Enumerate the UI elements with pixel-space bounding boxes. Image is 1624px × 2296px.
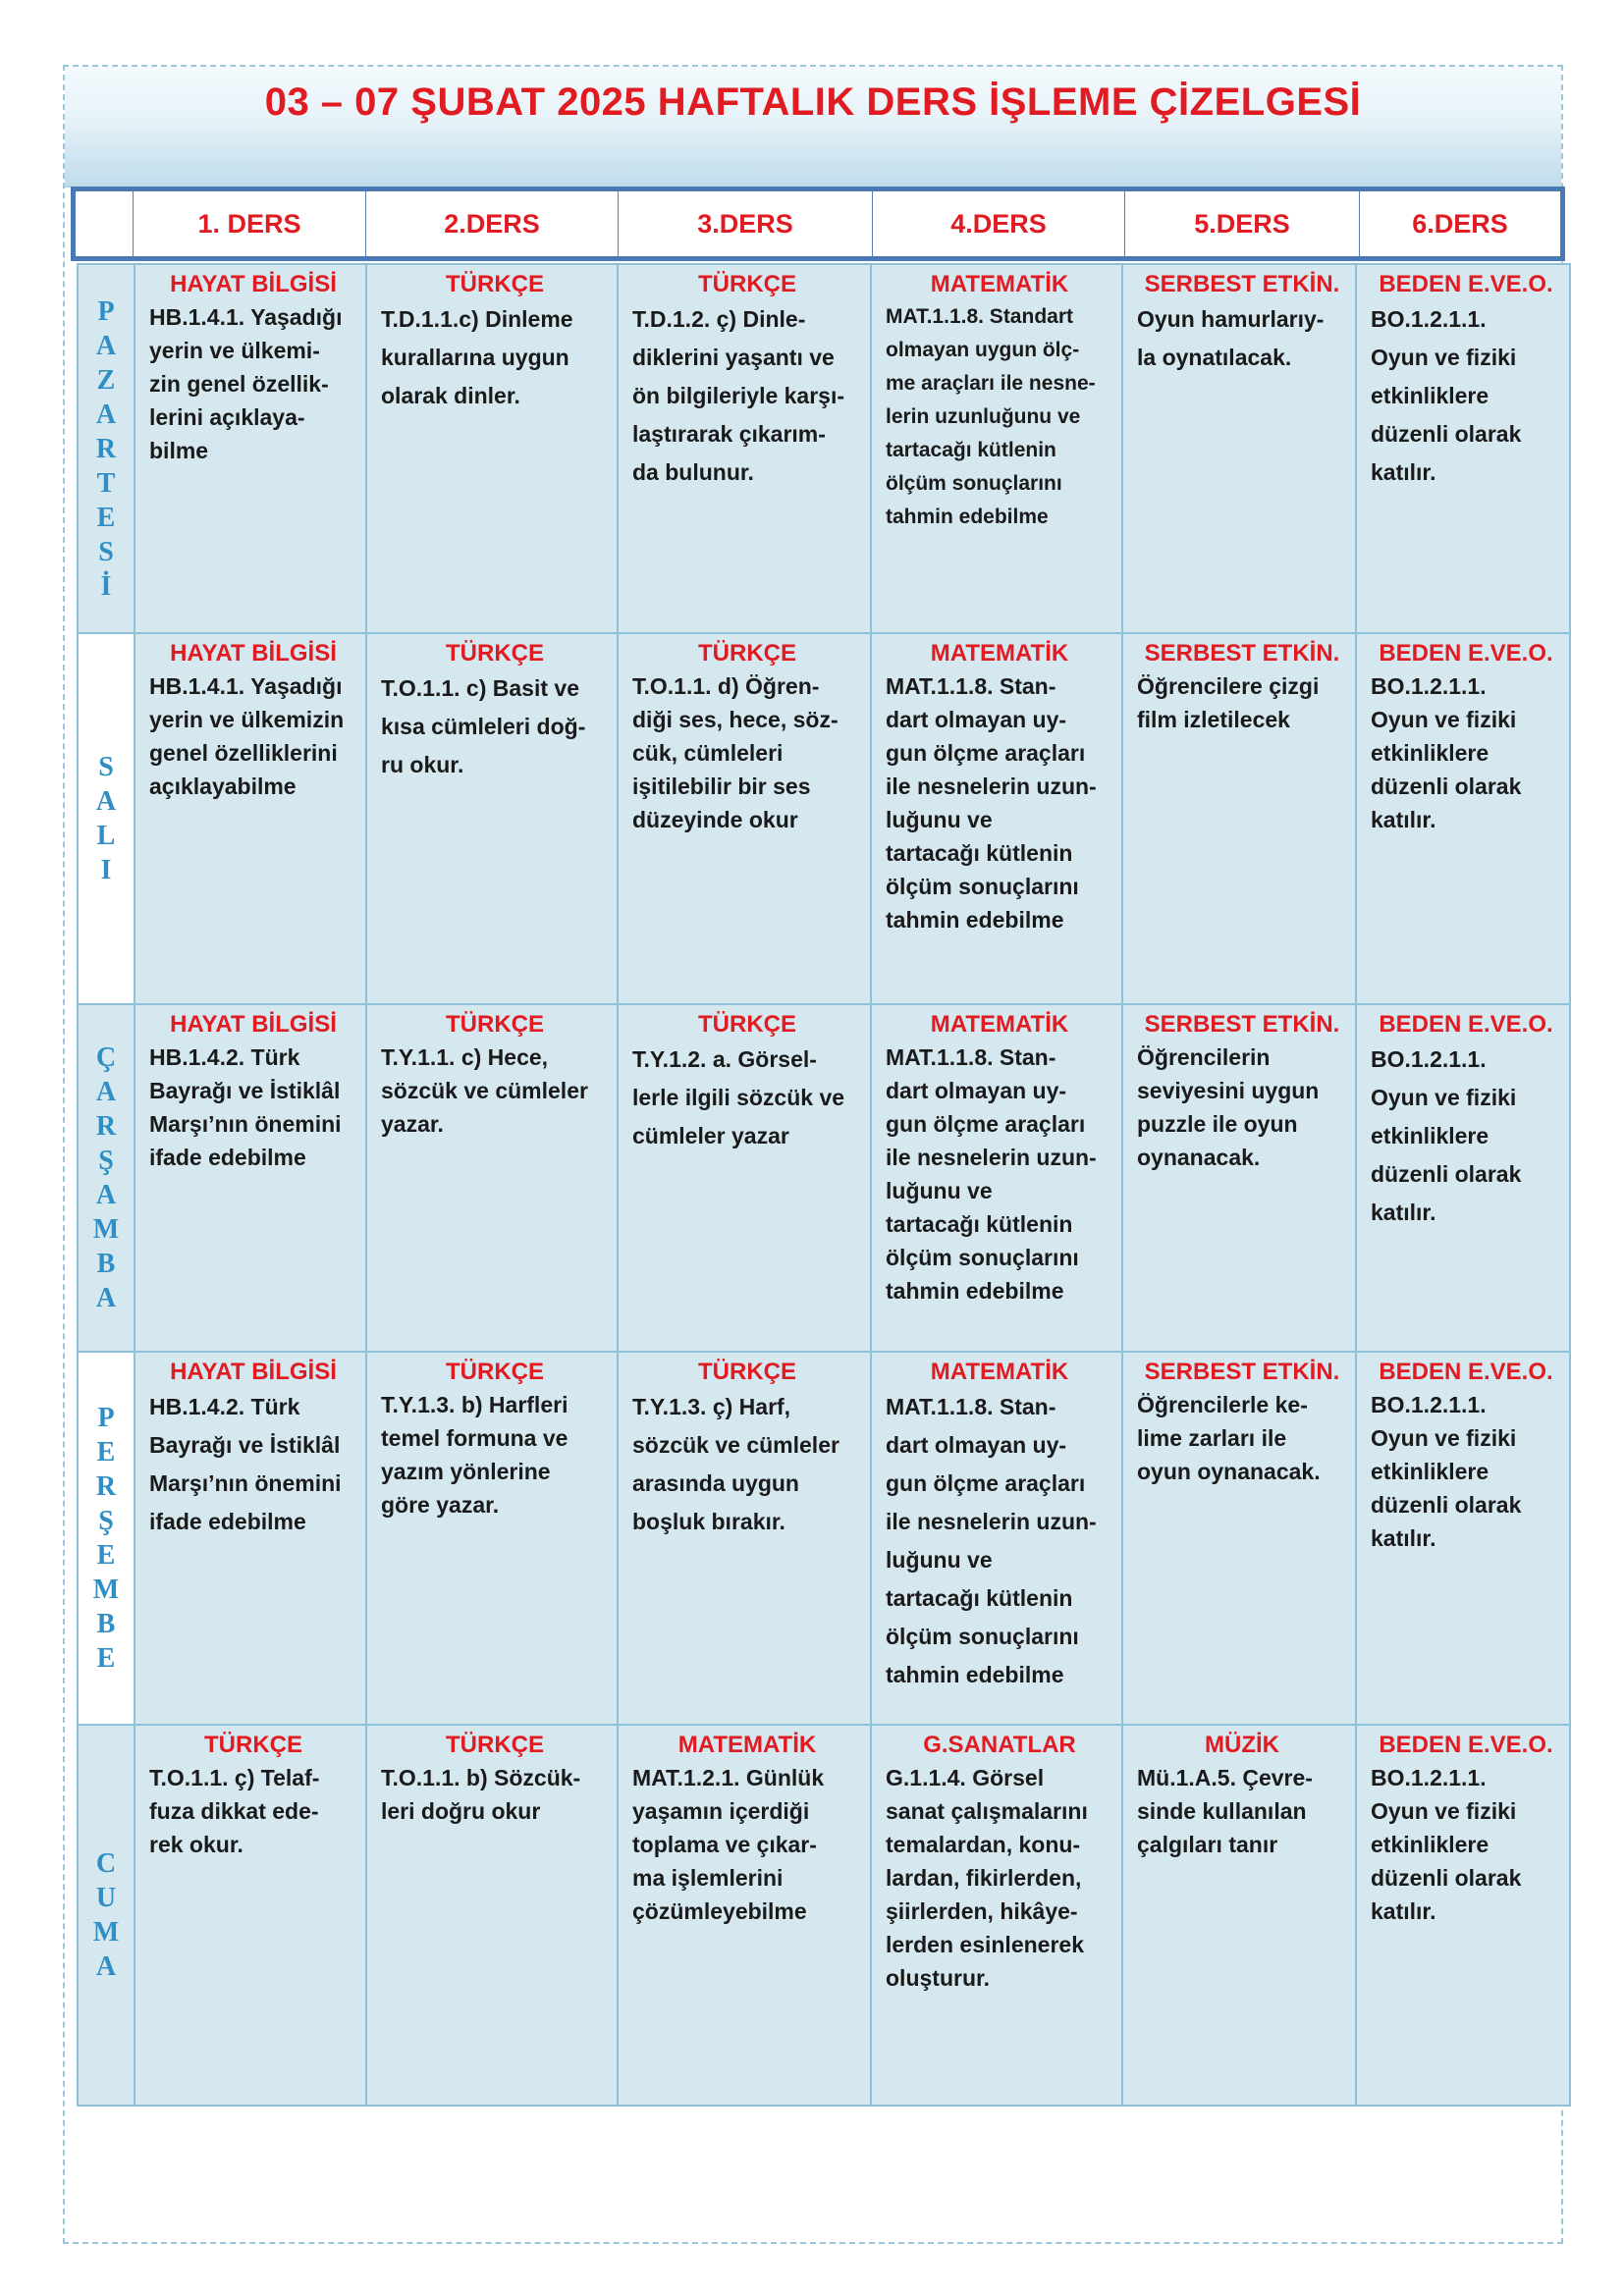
- lesson-cell: [135, 1352, 366, 1725]
- lesson-cell: [618, 264, 871, 633]
- lesson-text: BO.1.2.1.1. Oyun ve fiziki etkinliklere düzenli olarak katılır.: [1371, 306, 1522, 485]
- lesson-text: Öğrencilere çizgi film izletilecek: [1137, 673, 1320, 732]
- subject-label: TÜRKÇE: [446, 1359, 544, 1385]
- subject-label: TÜRKÇE: [698, 640, 796, 667]
- lesson-cell: [1122, 1004, 1356, 1352]
- header-period-5: 5.DERS: [1125, 189, 1360, 259]
- subject-label: MATEMATİK: [930, 1359, 1069, 1385]
- lesson-text: BO.1.2.1.1. Oyun ve fiziki etkinliklere düzenli olarak katılır.: [1371, 1765, 1522, 1924]
- day-label-monday: P A Z A R T E S İ: [78, 264, 135, 633]
- lesson-cell: [135, 633, 366, 1004]
- lesson-text: MAT.1.1.8. Stan- dart olmayan uy- gun ölçme araçları ile nesnelerin uzun- luğunu ve tartacağı kütlenin ölçüm sonuçlarını tahmin edebilme: [886, 673, 1097, 933]
- lesson-cell: [366, 264, 618, 633]
- lesson-text: G.1.1.4. Görsel sanat çalışmalarını temalardan, konu- lardan, fikirlerden, şiirlerden, hikâye- lerden esinlenerek oluşturur.: [886, 1765, 1088, 1991]
- lesson-text: MAT.1.1.8. Stan- dart olmayan uy- gun ölçme araçları ile nesnelerin uzun- luğunu ve tartacağı kütlenin ölçüm sonuçlarını tahmin edebilme: [886, 1044, 1097, 1304]
- lesson-cell: [871, 264, 1122, 633]
- header-period-1: 1. DERS: [134, 189, 366, 259]
- lesson-cell: [1356, 1352, 1570, 1725]
- lesson-text: Oyun hamurlarıy- la oynatılacak.: [1137, 306, 1325, 370]
- header-period-6: 6.DERS: [1360, 189, 1563, 259]
- subject-label: SERBEST ETKİN.: [1144, 271, 1340, 297]
- lesson-text: T.Y.1.2. a. Görsel- lerle ilgili sözcük ve cümleler yazar: [632, 1046, 845, 1148]
- lesson-text: T.O.1.1. d) Öğren- diği ses, hece, söz- cük, cümleleri işitilebilir bir ses düzeyinde okur: [632, 673, 839, 832]
- lesson-cell: [366, 1725, 618, 2106]
- lesson-text: BO.1.2.1.1. Oyun ve fiziki etkinliklere düzenli olarak katılır.: [1371, 1046, 1522, 1225]
- lesson-text: T.Y.1.1. c) Hece, sözcük ve cümleler yazar.: [381, 1044, 588, 1137]
- day-row-wednesday: [78, 1004, 1570, 1352]
- subject-label: MATEMATİK: [930, 640, 1069, 667]
- day-row-tuesday: [78, 633, 1570, 1004]
- subject-label: HAYAT BİLGİSİ: [170, 1359, 337, 1385]
- lesson-cell: [871, 633, 1122, 1004]
- day-row-monday: [78, 264, 1570, 633]
- lesson-cell: [871, 1725, 1122, 2106]
- header-period-2: 2.DERS: [366, 189, 619, 259]
- subject-label: MATEMATİK: [930, 1011, 1069, 1038]
- page-title: 03 – 07 ŞUBAT 2025 HAFTALIK DERS İŞLEME ÇİZELGESİ: [264, 80, 1362, 124]
- lesson-text: Öğrencilerin seviyesini uygun puzzle ile oyun oynanacak.: [1137, 1044, 1320, 1170]
- lesson-cell: [1356, 264, 1570, 633]
- subject-label: BEDEN E.VE.O.: [1379, 1732, 1553, 1758]
- header-period-4: 4.DERS: [873, 189, 1125, 259]
- subject-label: BEDEN E.VE.O.: [1379, 1359, 1553, 1385]
- subject-label: BEDEN E.VE.O.: [1379, 640, 1553, 667]
- day-label-friday: C U M A: [78, 1725, 135, 2106]
- lesson-text: BO.1.2.1.1. Oyun ve fiziki etkinliklere düzenli olarak katılır.: [1371, 1392, 1522, 1551]
- subject-label: TÜRKÇE: [698, 271, 796, 297]
- schedule-grid: [77, 263, 1571, 2107]
- lesson-cell: [1122, 264, 1356, 633]
- lesson-cell: [366, 1352, 618, 1725]
- subject-label: MATEMATİK: [930, 271, 1069, 297]
- day-label-thursday: P E R Ş E M B E: [78, 1352, 135, 1725]
- lesson-text: MAT.1.2.1. Günlük yaşamın içerdiği toplama ve çıkar- ma işlemlerini çözümleyebilme: [632, 1765, 825, 1924]
- subject-label: MATEMATİK: [677, 1732, 817, 1758]
- lesson-text: T.Y.1.3. ç) Harf, sözcük ve cümleler arasında uygun boşluk bırakır.: [632, 1394, 839, 1534]
- lesson-cell: [871, 1004, 1122, 1352]
- subject-label: TÜRKÇE: [698, 1011, 796, 1038]
- header-corner: [74, 189, 134, 259]
- lesson-text: MAT.1.1.8. Standart olmayan uygun ölç- me araçları ile nesne- lerin uzunluğunu ve tartacağı kütlenin ölçüm sonuçlarını tahmin edebilme: [886, 305, 1096, 528]
- lesson-cell: [1122, 633, 1356, 1004]
- subject-label: TÜRKÇE: [446, 271, 544, 297]
- lesson-cell: [618, 1004, 871, 1352]
- lesson-text: HB.1.4.1. Yaşadığı yerin ve ülkemi- zin genel özellik- lerini açıklaya- bilme: [149, 304, 343, 463]
- lesson-cell: [366, 1004, 618, 1352]
- lesson-text: T.D.1.1.c) Dinleme kurallarına uygun olarak dinler.: [381, 306, 573, 408]
- period-header: [71, 187, 1565, 261]
- lesson-cell: [618, 1725, 871, 2106]
- lesson-cell: [1356, 633, 1570, 1004]
- lesson-cell: [135, 1004, 366, 1352]
- lesson-text: T.O.1.1. c) Basit ve kısa cümleleri doğ- ru okur.: [381, 675, 586, 777]
- subject-label: TÜRKÇE: [446, 1732, 544, 1758]
- header-period-3: 3.DERS: [619, 189, 873, 259]
- lesson-cell: [1122, 1352, 1356, 1725]
- subject-label: TÜRKÇE: [446, 1011, 544, 1038]
- subject-label: HAYAT BİLGİSİ: [170, 1011, 337, 1038]
- subject-label: SERBEST ETKİN.: [1144, 1011, 1340, 1038]
- header-row: [74, 189, 1563, 259]
- lesson-cell: [135, 1725, 366, 2106]
- lesson-text: HB.1.4.2. Türk Bayrağı ve İstiklâl Marşı’nın önemini ifade edebilme: [149, 1044, 342, 1170]
- subject-label: HAYAT BİLGİSİ: [170, 271, 337, 297]
- day-label-wednesday: Ç A R Ş A M B A: [78, 1004, 135, 1352]
- lesson-text: Mü.1.A.5. Çevre- sinde kullanılan çalgıları tanır: [1137, 1765, 1313, 1857]
- lesson-cell: [1356, 1004, 1570, 1352]
- lesson-text: T.D.1.2. ç) Dinle- diklerini yaşantı ve ön bilgileriyle karşı- laştırarak çıkarım- da bulunur.: [632, 306, 845, 485]
- subject-label: MÜZİK: [1205, 1732, 1279, 1758]
- lesson-cell: [135, 264, 366, 633]
- subject-label: SERBEST ETKİN.: [1144, 640, 1340, 667]
- day-row-friday: [78, 1725, 1570, 2106]
- subject-label: BEDEN E.VE.O.: [1379, 1011, 1553, 1038]
- lesson-text: HB.1.4.2. Türk Bayrağı ve İstiklâl Marşı’nın önemini ifade edebilme: [149, 1394, 342, 1534]
- lesson-text: HB.1.4.1. Yaşadığı yerin ve ülkemizin genel özelliklerini açıklayabilme: [149, 673, 345, 799]
- lesson-text: T.O.1.1. b) Sözcük- leri doğru okur: [381, 1765, 581, 1824]
- subject-label: HAYAT BİLGİSİ: [170, 640, 337, 667]
- lesson-cell: [1356, 1725, 1570, 2106]
- day-row-thursday: [78, 1352, 1570, 1725]
- lesson-cell: [871, 1352, 1122, 1725]
- lesson-text: MAT.1.1.8. Stan- dart olmayan uy- gun ölçme araçları ile nesnelerin uzun- luğunu ve tartacağı kütlenin ölçüm sonuçlarını tahmin edebilme: [886, 1394, 1097, 1687]
- subject-label: TÜRKÇE: [446, 640, 544, 667]
- lesson-cell: [366, 633, 618, 1004]
- subject-label: TÜRKÇE: [698, 1359, 796, 1385]
- lesson-cell: [1122, 1725, 1356, 2106]
- lesson-text: Öğrencilerle ke- lime zarları ile oyun oynanacak.: [1137, 1392, 1321, 1484]
- lesson-text: BO.1.2.1.1. Oyun ve fiziki etkinliklere düzenli olarak katılır.: [1371, 673, 1522, 832]
- lesson-cell: [618, 1352, 871, 1725]
- subject-label: G.SANATLAR: [923, 1732, 1076, 1758]
- subject-label: SERBEST ETKİN.: [1144, 1359, 1340, 1385]
- lesson-text: T.O.1.1. ç) Telaf- fuza dikkat ede- rek okur.: [149, 1765, 320, 1857]
- lesson-text: T.Y.1.3. b) Harfleri temel formuna ve yazım yönlerine göre yazar.: [381, 1392, 568, 1518]
- subject-label: TÜRKÇE: [204, 1732, 302, 1758]
- subject-label: BEDEN E.VE.O.: [1379, 271, 1553, 297]
- day-label-tuesday: S A L I: [78, 633, 135, 1004]
- lesson-cell: [618, 633, 871, 1004]
